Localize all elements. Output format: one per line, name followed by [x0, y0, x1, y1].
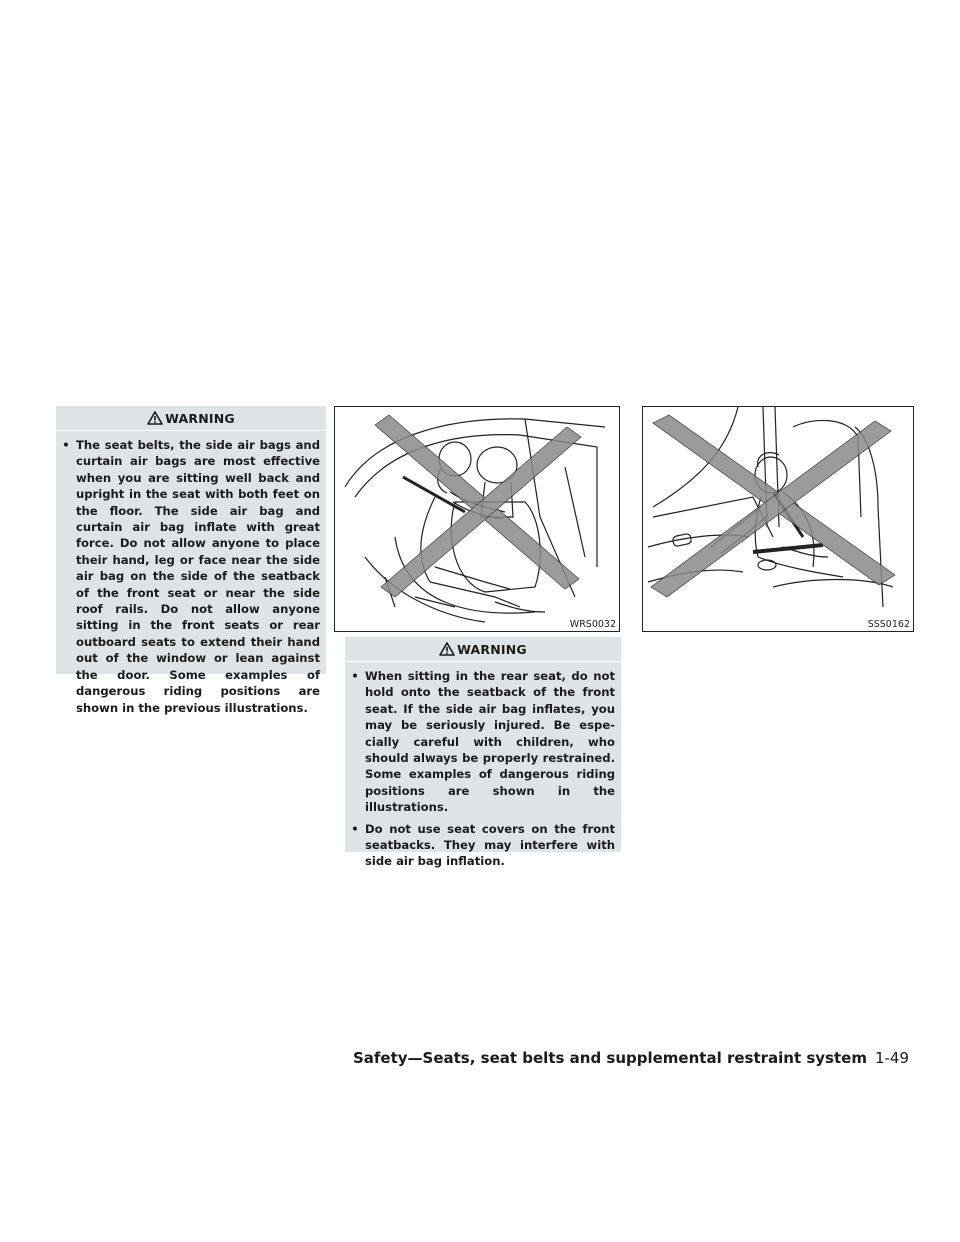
illustration-wrs0032 [334, 406, 620, 632]
page-number: 1-49 [874, 1049, 909, 1067]
warning-box-left [56, 406, 326, 715]
warning-title: WARNING [165, 410, 235, 426]
warning-bullet-text: Do not use seat covers on the front seatbacks. They may interfere with side air bag inflation. [365, 821, 615, 869]
rear-seat-illustration [335, 407, 619, 631]
warning-bullet-text: The seat belts, the side air bags and curtain air bags are most effective when you are sitting well back and upright in the seat with both feet on the floor. The side air bag and curtain air bag inflate with great force. Do not allow anyone to place their hand, leg or face near the side air bag on the side of the seatback of the front seat or near the side roof rails. Do not allow anyone sitting in the front seats or rear outboard seats to extend their hand out of the window or lean against the door. Some examples of dangerous riding positions are shown in the previous illustrations. [76, 438, 320, 715]
warning-title: WARNING [457, 641, 527, 657]
warning-triangle-icon [147, 411, 163, 425]
figure-code: SSS0162 [867, 619, 910, 630]
warning-header [56, 406, 326, 431]
warning-header [345, 637, 621, 662]
section-title: Safety—Seats, seat belts and supplemental restraint system [352, 1049, 867, 1067]
warning-bullet: • When sitting in the rear seat, do not hold onto the seatback of the front seat. If the side air bag inflates, you may be seriously injured. Be espe- cially careful with children, who should always be properly restrained. Some examples of dangerous riding positions are shown in the illustrations. [351, 669, 615, 815]
figure-code: WRS0032 [569, 619, 616, 630]
warning-box-right [345, 637, 621, 869]
door-lean-illustration [643, 407, 913, 631]
warning-bullet: • Do not use seat covers on the front seatbacks. They may interfere with side air bag inflation. [351, 821, 615, 869]
warning-bullet: • The seat belts, the side air bags and curtain air bags are most effective when you are sitting well back and upright in the seat with both feet on the floor. The side air bag and curtain air bag inflate with great force. Do not allow anyone to place their hand, leg or face near the side air bag on the side of the seatback of the front seat or near the side roof rails. Do not allow anyone sitting in the front seats or rear outboard seats to extend their hand out of the window or lean against the door. Some examples of dangerous riding positions are shown in the previous illustrations. [62, 438, 320, 715]
warning-triangle-icon [439, 642, 455, 656]
warning-bullet-text: When sitting in the rear seat, do not hold onto the seatback of the front seat. If the side air bag inflates, you may be seriously injured. Be espe- cially careful with children, who should always be properly restrained. Some examples of dangerous riding positions are shown in the illustrations. [365, 669, 615, 815]
page-footer [0, 1049, 909, 1067]
illustration-sss0162 [642, 406, 914, 632]
